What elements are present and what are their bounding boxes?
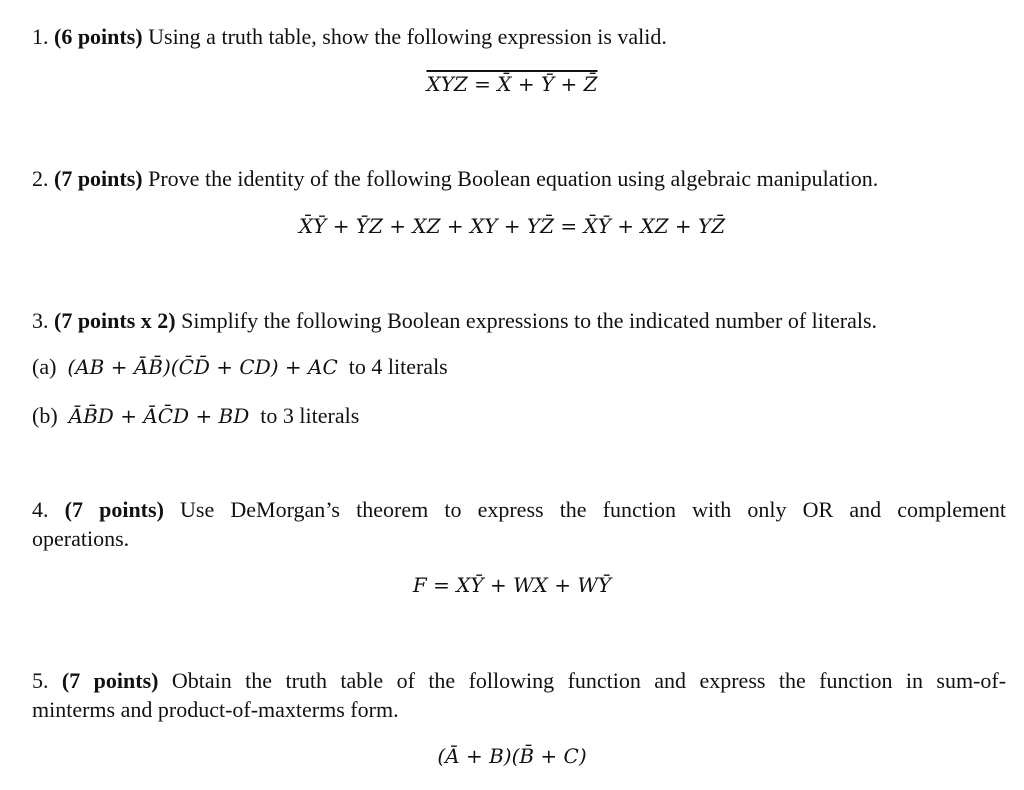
- equation-text: X̄Ȳ + ȲZ + XZ + XY + YZ̄ = X̄Ȳ + XZ + YZ̄: [298, 214, 726, 238]
- part-note: to 4 literals: [348, 354, 448, 379]
- question-text-line1: Use DeMorgan’s theorem to express the function with only OR and complement: [180, 497, 1007, 522]
- question-points: (7 points): [64, 497, 164, 522]
- question-text-line1: Obtain the truth table of the following function and express the function in sum-of-: [171, 668, 1007, 693]
- equation-text: XYZ = X̄ + Ȳ + Z̄: [426, 72, 598, 96]
- question-5-heading: [32, 667, 1006, 695]
- question-points: (7 points x 2): [54, 308, 176, 333]
- question-number: 4.: [32, 497, 49, 522]
- question-1-heading: [32, 24, 667, 50]
- question-number: 5.: [32, 668, 49, 693]
- question-3a: [32, 354, 448, 380]
- question-points: (6 points): [54, 24, 143, 49]
- question-text: Using a truth table, show the following expression is valid.: [148, 24, 667, 49]
- equation-text: F = XȲ + WX + WȲ: [412, 573, 612, 597]
- part-expression: (AB + ĀB̄)(C̄D̄ + CD) + AC: [67, 355, 338, 379]
- question-points: (7 points): [54, 166, 143, 191]
- question-5-text-continued: minterms and product-of-maxterms form.: [32, 697, 399, 722]
- part-label: (b): [32, 403, 58, 428]
- question-4-heading: [32, 496, 1006, 524]
- question-number: 2.: [32, 166, 49, 191]
- question-2-equation: [0, 214, 1024, 238]
- question-text: Prove the identity of the following Boolean equation using algebraic manipulation.: [148, 166, 879, 191]
- question-4-text-continued: operations.: [32, 526, 130, 551]
- question-2-heading: [32, 166, 878, 192]
- equation-text: (Ā + B)(B̄ + C): [437, 744, 587, 768]
- question-text: Simplify the following Boolean expressions to the indicated number of literals.: [181, 308, 878, 333]
- question-4-equation: [0, 573, 1024, 597]
- question-3-heading: [32, 308, 877, 334]
- question-points: (7 points): [61, 668, 159, 693]
- part-note: to 3 literals: [260, 403, 360, 428]
- question-1-equation: [0, 72, 1024, 96]
- question-number: 1.: [32, 24, 49, 49]
- part-label: (a): [32, 354, 57, 379]
- question-3b: [32, 403, 359, 429]
- part-expression: ĀB̄D + ĀC̄D + BD: [68, 404, 250, 428]
- question-5-equation: [0, 744, 1024, 768]
- question-number: 3.: [32, 308, 49, 333]
